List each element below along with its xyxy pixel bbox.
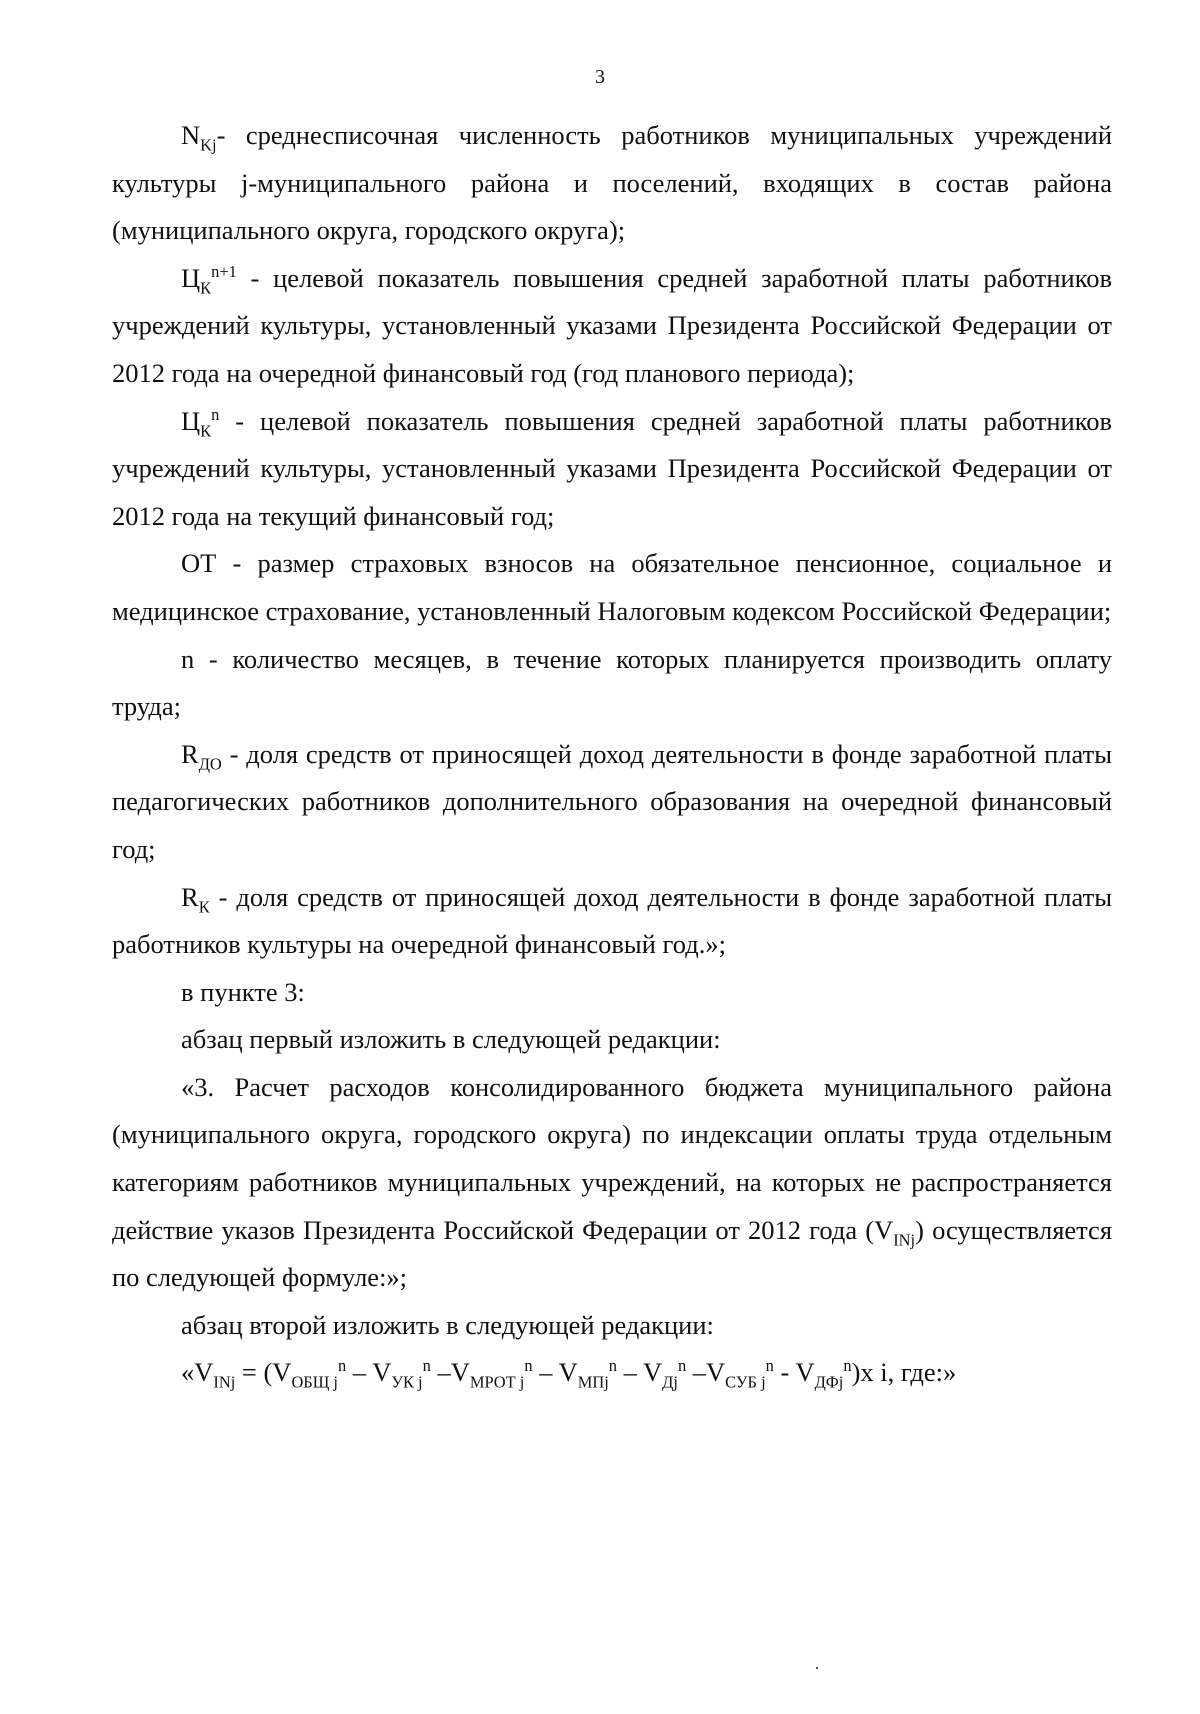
paragraph-second-abzac-instruction: абзац второй изложить в следующей редакции: — [181, 1309, 714, 1340]
paragraph-ot-definition: ОТ - размер страховых взносов на обязательное пенсионное, социальное и медицинское страхование, установленный Налоговым кодексом Российской Федерации; — [112, 548, 1112, 626]
paragraph-first-abzac-instruction: абзац первый изложить в следующей редакции: — [181, 1024, 721, 1055]
paragraph-rdo-definition: $R_{ДО}$ - доля средств от приносящей доход деятельности в фонде заработной платы педагогических работников дополнительного образования на очередной финансовый год; — [112, 738, 1112, 864]
paragraph-point-3: в пункте 3: — [181, 976, 305, 1007]
paragraph-rk-definition: $R_К$ - доля средств от приносящей доход деятельности в фонде заработной платы работников культуры на очередной финансовый год.»; — [112, 881, 1112, 960]
paragraph-nkj-definition: $N_{Kj}-$ среднесписочная численность работников муниципальных учреждений культуры j-муниципального района и поселений, входящих в состав района (муниципального округа, городского округа); — [112, 120, 1112, 246]
page-number: 3 — [595, 66, 605, 88]
paragraph-ck-current-year-definition: $Ц_К^n$ - целевой показатель повышения средней заработной платы работников учреждений культуры, установленный указами Президента Российской Федерации от 2012 года на текущий финансовый год; — [112, 404, 1112, 531]
paragraph-n-definition: n - количество месяцев, в течение которых планируется производить оплату труда; — [112, 643, 1112, 722]
formula-vinj: «$V_{INj} = (V_{ОБЩ j}^n - V_{УК j}^n$ $-V_{МРОТ j}^n - V_{МПj}^n - V_{Дj}^n$ $-V_{СУБ j}^n - V_{ДФj}^n)x$ i, где:» — [181, 1356, 957, 1392]
paragraph-calculation-rule: «3. Расчет расходов консолидированного бюджета муниципального района (муниципального округа, городского округа) по индексации оплаты труда отдельным категориям работников муниципальных учреждений, на которых не распространяется действие указов Президента Российской Федерации от 2012 года $(V_{INj})$ осуществляется по следующей формуле:»; — [112, 1071, 1113, 1293]
paragraph-ck-next-year-definition: $Ц_К^{n+1}$ - целевой показатель повышения средней заработной платы работников учреждений культуры, установленный указами Президента Российской Федерации от 2012 года на очередной финансовый год (год планового периода); — [112, 261, 1112, 388]
scan-speck — [816, 1667, 818, 1669]
document-body — [112, 112, 1112, 1397]
